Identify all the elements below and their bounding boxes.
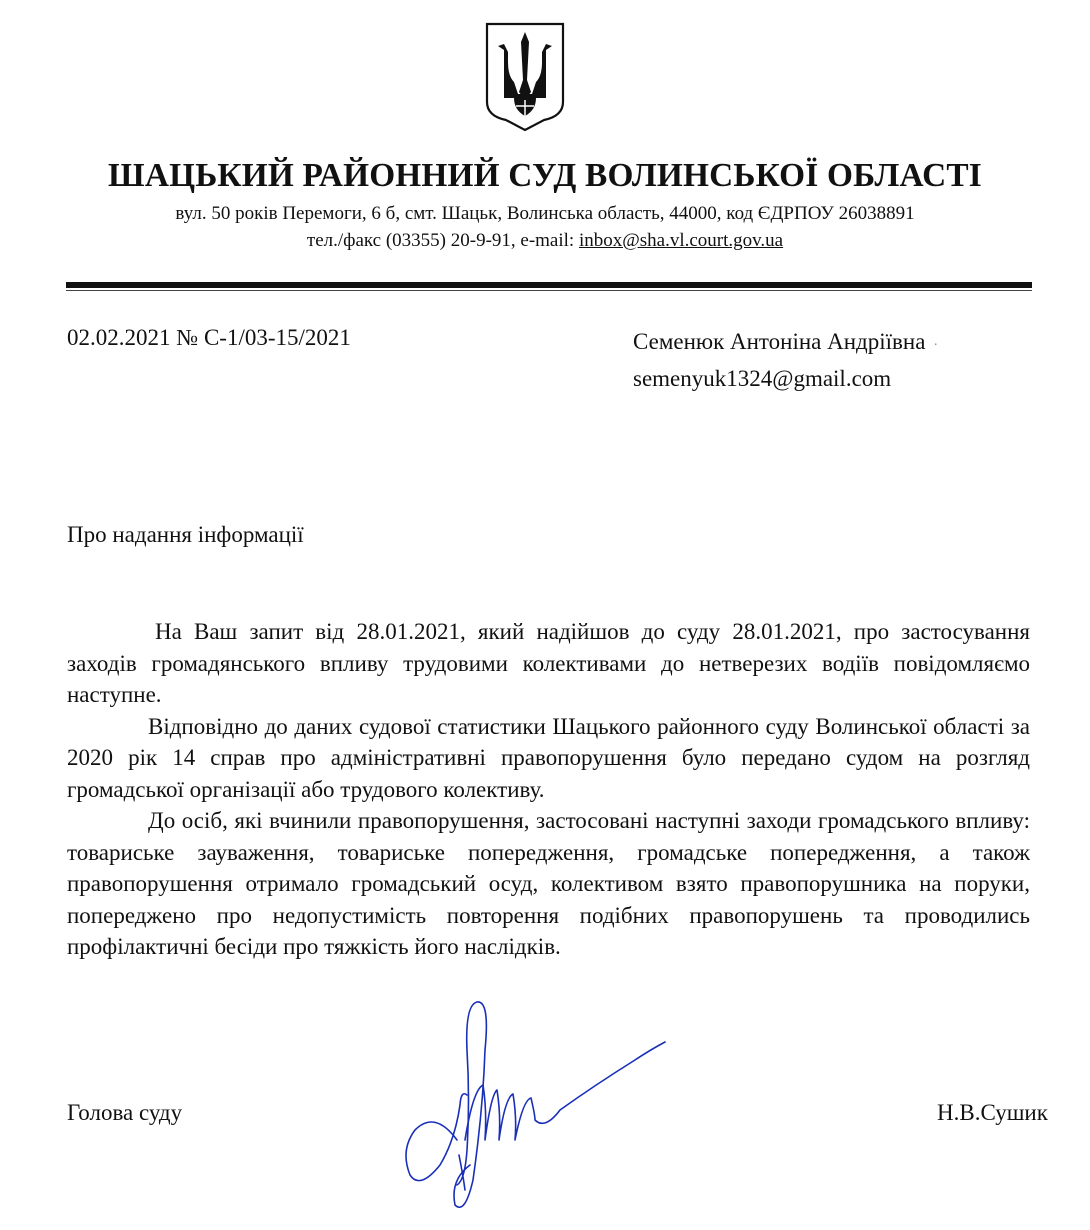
handwritten-signature-icon xyxy=(395,990,675,1210)
body-paragraph: До осіб, які вчинили правопорушення, застосовані наступні заходи громадського впливу: товариське зауваження, товариське попередження, громадське попередження, а також правопорушення отримало громадський осуд, колективом взято правопорушника на поруки, попереджено про недопустимість повторення подібних правопорушень та проводились профілактичні бесіди про тяжкість його наслідків. xyxy=(67,808,1030,959)
body-paragraph: Відповідно до даних судової статистики Шацького районного суду Волинської області за 2020 рік 14 справ про адміністративні правопорушення було передано судом на розгляд громадської організації або трудового колективу. xyxy=(67,713,1030,802)
recipient-name: Семенюк Антоніна Андріївна xyxy=(633,329,926,354)
scan-speck: · xyxy=(933,338,939,353)
signatory-name: Н.В.Сушик xyxy=(937,1100,1048,1125)
body-paragraph: На Ваш запит від 28.01.2021, який надійшов до суду 28.01.2021, про застосування заходів громадянського впливу трудовими колективами до нетверезих водіїв повідомляємо наступне. xyxy=(67,619,1030,707)
letter-subject: Про надання інформації xyxy=(67,522,304,547)
signatory-title: Голова суду xyxy=(67,1100,183,1125)
court-address: вул. 50 років Перемоги, 6 б, смт. Шацьк, Волинська область, 44000, код ЄДРПОУ 26038891 xyxy=(175,203,915,224)
contact-phone: тел./факс (03355) 20-9-91, e-mail: xyxy=(306,230,579,251)
letter-body xyxy=(67,616,1030,963)
recipient-block xyxy=(633,325,938,395)
court-contacts xyxy=(0,230,1090,252)
recipient-email: semenyuk1324@gmail.com xyxy=(633,366,892,391)
coat-of-arms-icon xyxy=(484,20,566,132)
letterhead-divider-thin xyxy=(66,290,1032,291)
court-email-link[interactable]: inbox@sha.vl.court.gov.ua xyxy=(578,230,784,251)
outgoing-number: 02.02.2021 № С-1/03-15/2021 xyxy=(67,325,351,350)
court-name: ШАЦЬКИЙ РАЙОННИЙ СУД ВОЛИНСЬКОЇ ОБЛАСТІ xyxy=(108,157,982,194)
letterhead-divider xyxy=(66,282,1032,288)
